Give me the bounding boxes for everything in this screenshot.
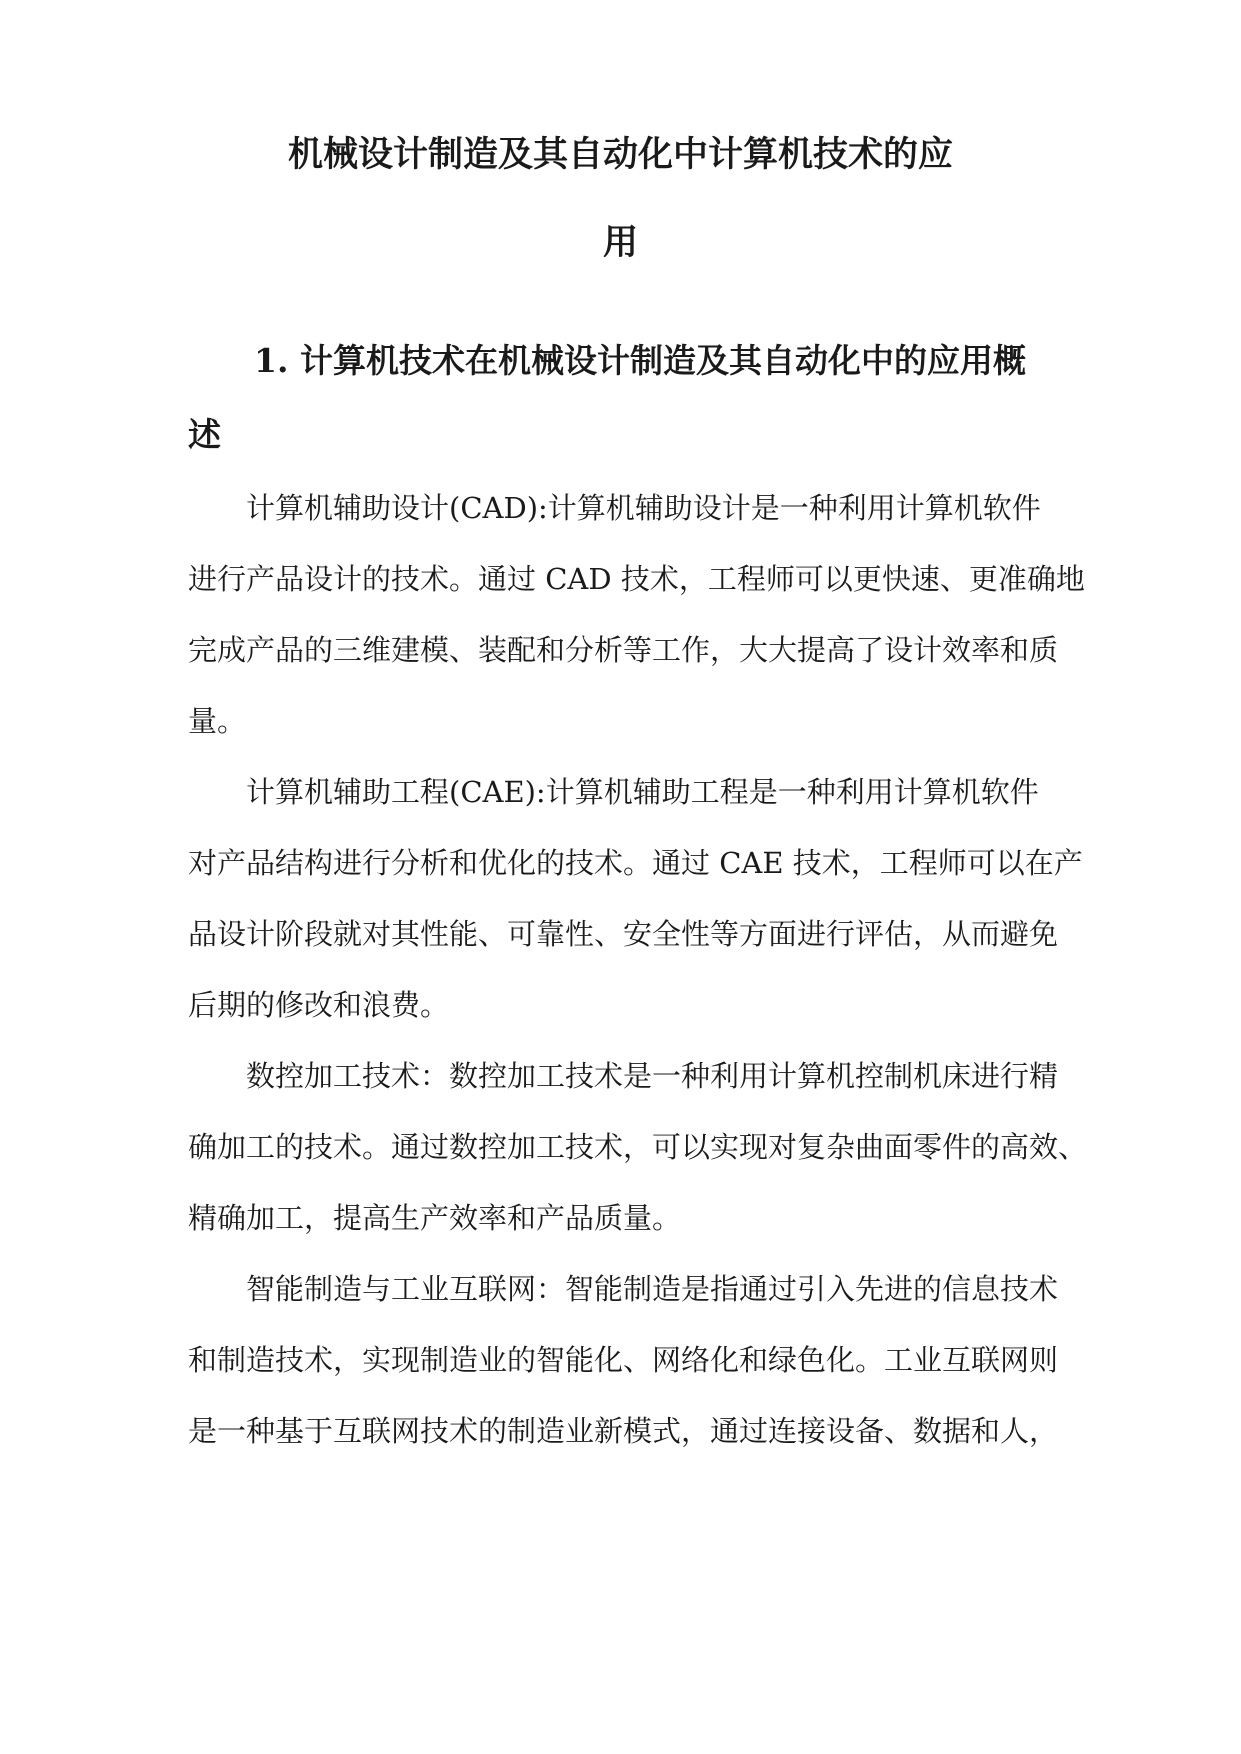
paragraph-4-line-1: 智能制造与工业互联网：智能制造是指通过引入先进的信息技术	[246, 1272, 1059, 1306]
paragraph-3-line-2: 确加工的技术。通过数控加工技术，可以实现对复杂曲面零件的高效、	[188, 1130, 1088, 1164]
paragraph-3-line-1: 数控加工技术：数控加工技术是一种利用计算机控制机床进行精	[246, 1059, 1059, 1093]
paragraph-1-line-4: 量。	[188, 704, 247, 738]
paragraph-1-line-2: 进行产品设计的技术。通过 CAD 技术，工程师可以更快速、更准确地	[188, 562, 1085, 596]
paragraph-2-line-3: 品设计阶段就对其性能、可靠性、安全性等方面进行评估，从而避免	[188, 917, 1059, 951]
paragraph-2-line-1: 计算机辅助工程(CAE):计算机辅助工程是一种利用计算机软件	[246, 775, 1039, 809]
paragraph-4-line-3: 是一种基于互联网技术的制造业新模式，通过连接设备、数据和人，	[188, 1414, 1059, 1448]
paragraph-1-line-1: 计算机辅助设计(CAD):计算机辅助设计是一种利用计算机软件	[246, 491, 1041, 525]
document-title-line-1: 机械设计制造及其自动化中计算机技术的应	[287, 134, 953, 175]
document-title-line-2: 用	[602, 222, 638, 263]
paragraph-3-line-3: 精确加工，提高生产效率和产品质量。	[188, 1201, 682, 1235]
paragraph-2-line-4: 后期的修改和浪费。	[188, 988, 450, 1022]
paragraph-2-line-2: 对产品结构进行分析和优化的技术。通过 CAE 技术，工程师可以在产	[188, 846, 1083, 880]
section-1-heading-line-1: 1. 计算机技术在机械设计制造及其自动化中的应用概	[254, 341, 1026, 380]
paragraph-4-line-2: 和制造技术，实现制造业的智能化、网络化和绿色化。工业互联网则	[188, 1343, 1059, 1377]
section-1-heading-line-2: 述	[188, 415, 221, 454]
paragraph-1-line-3: 完成产品的三维建模、装配和分析等工作，大大提高了设计效率和质	[188, 633, 1059, 667]
